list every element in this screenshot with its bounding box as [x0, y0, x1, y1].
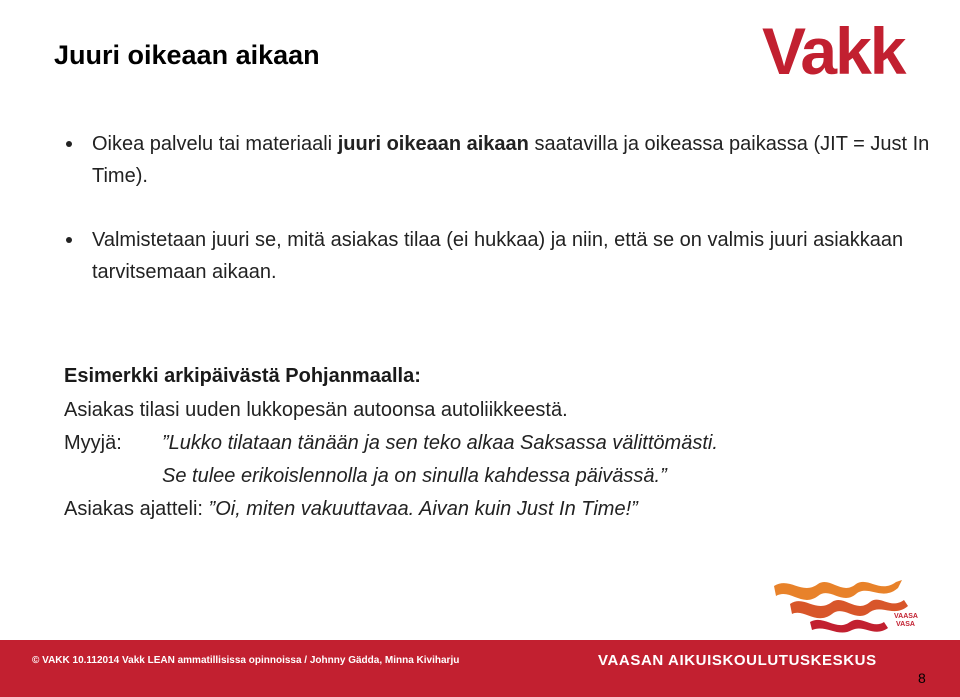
example-heading: Esimerkki arkipäivästä Pohjanmaalla:: [64, 365, 421, 387]
seller-label: Myyjä:: [64, 432, 122, 454]
bullet-list: [64, 128, 934, 288]
bullet-text: Oikea palvelu tai materiaali: [92, 133, 338, 155]
page-title: Juuri oikeaan aikaan: [54, 40, 320, 70]
bullet-item: [64, 128, 934, 192]
page-number: 8: [918, 670, 926, 686]
customer-line: [64, 493, 944, 526]
footer-bar: [0, 640, 960, 697]
customer-quote: ”Oi, miten vakuuttavaa. Aivan kuin Just In Time!”: [208, 498, 638, 520]
footer-copyright: © VAKK 10.112014 Vakk LEAN ammatillisissa opinnoissa / Johnny Gädda, Minna Kiviharju: [32, 655, 460, 666]
vaasa-emblem: [770, 574, 920, 638]
bullet-text: saatavilla ja oikeassa paikassa (JIT = Just In Time).: [92, 133, 930, 187]
bullet-item: [64, 224, 934, 288]
seller-line-continued: [64, 460, 944, 493]
bullet-text: Valmistetaan juuri se, mitä asiakas tilaa (ei hukkaa) ja niin, että se on valmis juuri asiakkaan tarvitsemaan aikaan.: [92, 229, 904, 283]
svg-text:VAASA: VAASA: [894, 613, 918, 620]
seller-quote: ”Lukko tilataan tänään ja sen teko alkaa Saksassa välittömästi.: [162, 432, 718, 454]
footer-organization: VAASAN AIKUISKOULUTUSKESKUS: [598, 652, 877, 669]
vakk-logo: [752, 0, 960, 92]
example-line: Asiakas tilasi uuden lukkopesän autoonsa autoliikkeestä.: [64, 399, 568, 421]
svg-text:VASA: VASA: [896, 621, 915, 628]
customer-label: Asiakas ajatteli:: [64, 498, 203, 520]
svg-text:Vakk: Vakk: [762, 14, 905, 88]
seller-line: [64, 427, 944, 460]
bullet-emphasis: juuri oikeaan aikaan: [337, 133, 529, 155]
seller-quote-continued: Se tulee erikoislennolla ja on sinulla kahdessa päivässä.”: [162, 465, 667, 487]
example-section: [64, 360, 944, 526]
